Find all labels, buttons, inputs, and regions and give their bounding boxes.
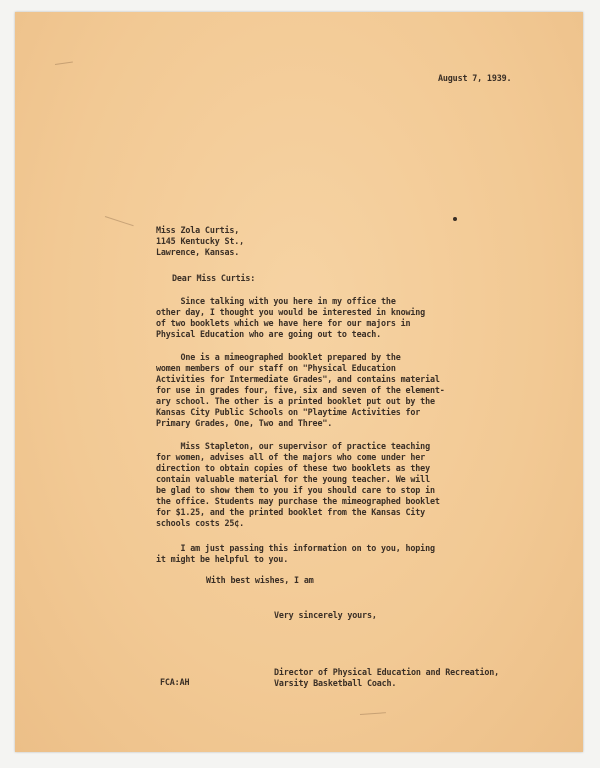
- body-paragraph: I am just passing this information on to you, hoping it might be helpful to you.: [156, 543, 435, 564]
- paper-mark: [55, 61, 73, 64]
- body-paragraph: Miss Stapleton, our supervisor of practice teaching for women, advises all of the majors who come under her direction to obtain copies of these two booklets as they contain valuable material for the young teacher. We will be glad to show them to you if you should care to stop in the office. Students may purchase the mimeographed booklet for $1.25, and the printed booklet from the Kansas City schools costs 25¢.: [156, 441, 440, 528]
- recipient-address: [156, 225, 244, 258]
- ink-dot: [453, 217, 457, 221]
- recipient-street: 1145 Kentucky St.,: [156, 236, 245, 246]
- recipient-city: Lawrence, Kansas.: [156, 247, 240, 257]
- closing-wishes: With best wishes, I am: [206, 575, 314, 585]
- recipient-name: Miss Zola Curtis,: [156, 225, 240, 235]
- paper-mark: [105, 216, 134, 226]
- signature-title: Director of Physical Education and Recreation, Varsity Basketball Coach.: [274, 667, 500, 688]
- typist-initials: FCA:AH: [160, 677, 190, 687]
- closing: Very sincerely yours,: [274, 610, 377, 620]
- letter-date: August 7, 1939.: [438, 73, 512, 83]
- body-paragraph: Since talking with you here in my office the other day, I thought you would be interested in knowing of two booklets which we have here for our majors in Physical Education who are going out to teach.: [156, 296, 426, 339]
- salutation: Dear Miss Curtis:: [172, 273, 256, 283]
- body-paragraph: One is a mimeographed booklet prepared by the women members of our staff on "Physical Education Activities for Intermediate Grades", and contains material for use in grades four, five, six and seven of the element- ary school. The other is a printed booklet put out by the Kansas City Public Schools on "Playtime Activities for Primary Grades, One, Two and Three".: [156, 352, 445, 428]
- paper-mark: [360, 712, 386, 715]
